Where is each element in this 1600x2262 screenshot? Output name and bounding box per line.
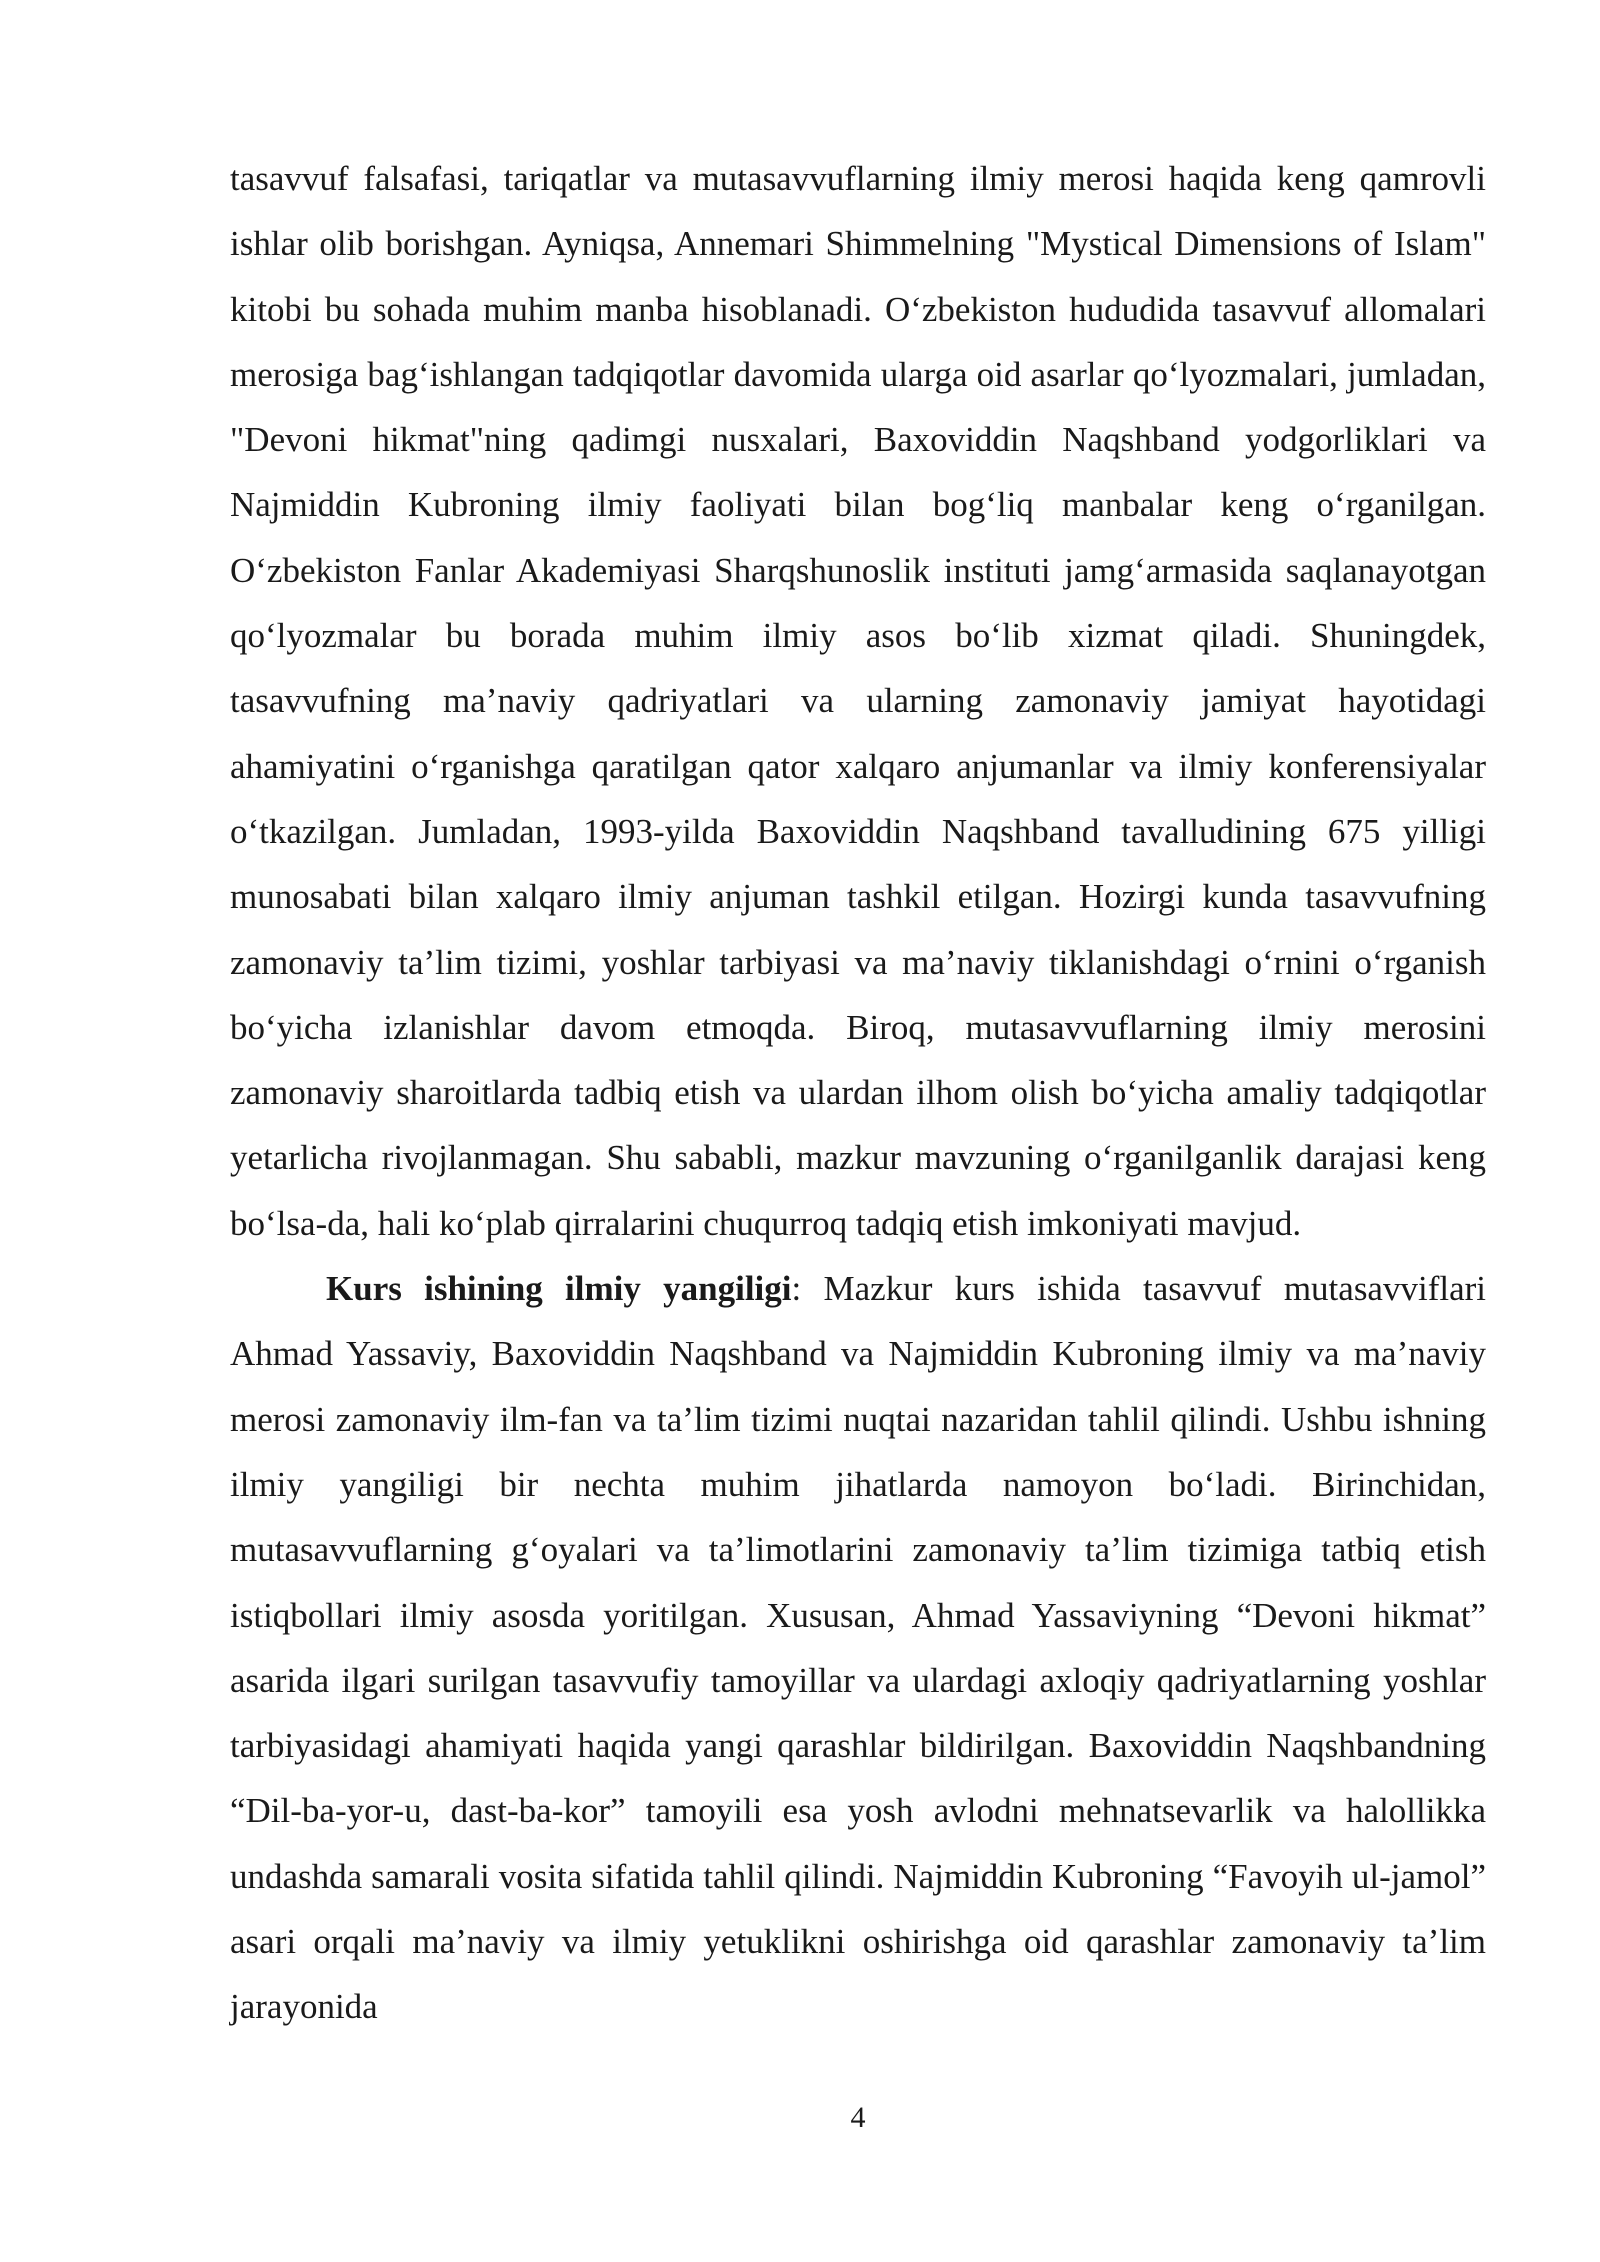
paragraph-scientific-novelty — [230, 1256, 1486, 2040]
page-number: 4 — [850, 2101, 866, 2134]
paragraph-continuation: tasavvuf falsafasi, tariqatlar va mutasavvuflarning ilmiy merosi haqida keng qamrovli ishlar olib borishgan. Ayniqsa, Annemari Shimmelning "Mystical Dimensions of Islam" kitobi bu sohada muhim manba hisoblanadi. O‘zbekiston hududida tasavvuf allomalari merosiga bag‘ishlangan tadqiqotlar davomida ularga oid asarlar qo‘lyozmalari, jumladan, "Devoni hikmat"ning qadimgi nusxalari, Baxoviddin Naqshband yodgorliklari va Najmiddin Kubroning ilmiy faoliyati bilan bog‘liq manbalar keng o‘rganilgan. O‘zbekiston Fanlar Akademiyasi Sharqshunoslik instituti jamg‘armasida saqlanayotgan qo‘lyozmalar bu borada muhim ilmiy asos bo‘lib xizmat qiladi. Shuningdek, tasavvufning ma’naviy qadriyatlari va ularning zamonaviy jamiyat hayotidagi ahamiyatini o‘rganishga qaratilgan qator xalqaro anjumanlar va ilmiy konferensiyalar o‘tkazilgan. Jumladan, 1993-yilda Baxoviddin Naqshband tavalludining 675 yilligi munosabati bilan xalqaro ilmiy anjuman tashkil etilgan. Hozirgi kunda tasavvufning zamonaviy ta’lim tizimi, yoshlar tarbiyasi va ma’naviy tiklanishdagi o‘rnini o‘rganish bo‘yicha izlanishlar davom etmoqda. Biroq, mutasavvuflarning ilmiy merosini zamonaviy sharoitlarda tadbiq etish va ulardan ilhom olish bo‘yicha amaliy tadqiqotlar yetarlicha rivojlanmagan. Shu sababli, mazkur mavzuning o‘rganilganlik darajasi keng bo‘lsa-da, hali ko‘plab qirralarini chuqurroq tadqiq etish imkoniyati mavjud. — [230, 159, 1486, 1243]
paragraph-body: : Mazkur kurs ishida tasavvuf mutasavviflari Ahmad Yassaviy, Baxoviddin Naqshband va Najmiddin Kubroning ilmiy va ma’naviy merosi zamonaviy ilm-fan va ta’lim tizimi nuqtai nazaridan tahlil qilindi. Ushbu ishning ilmiy yangiligi bir nechta muhim jihatlarda namoyon bo‘ladi. Birinchidan, mutasavvuflarning g‘oyalari va ta’limotlarini zamonaviy ta’lim tizimiga tatbiq etish istiqbollari ilmiy asosda yoritilgan. Xususan, Ahmad Yassaviyning “Devoni hikmat” asarida ilgari surilgan tasavvufiy tamoyillar va ulardagi axloqiy qadriyatlarning yoshlar tarbiyasidagi ahamiyati haqida yangi qarashlar bildirilgan. Baxoviddin Naqshbandning “Dil-ba-yor-u, dast-ba-kor” tamoyili esa yosh avlodni mehnatsevarlik va halollikka undashda samarali vosita sifatida tahlil qilindi. Najmiddin Kubroning “Favoyih ul-jamol” asari orqali ma’naviy va ilmiy yetuklikni oshirishga oid qarashlar zamonaviy ta’lim jarayonida — [230, 1269, 1486, 2027]
section-heading: Kurs ishining ilmiy yangiligi — [326, 1269, 792, 1309]
body-text — [230, 146, 1486, 2040]
